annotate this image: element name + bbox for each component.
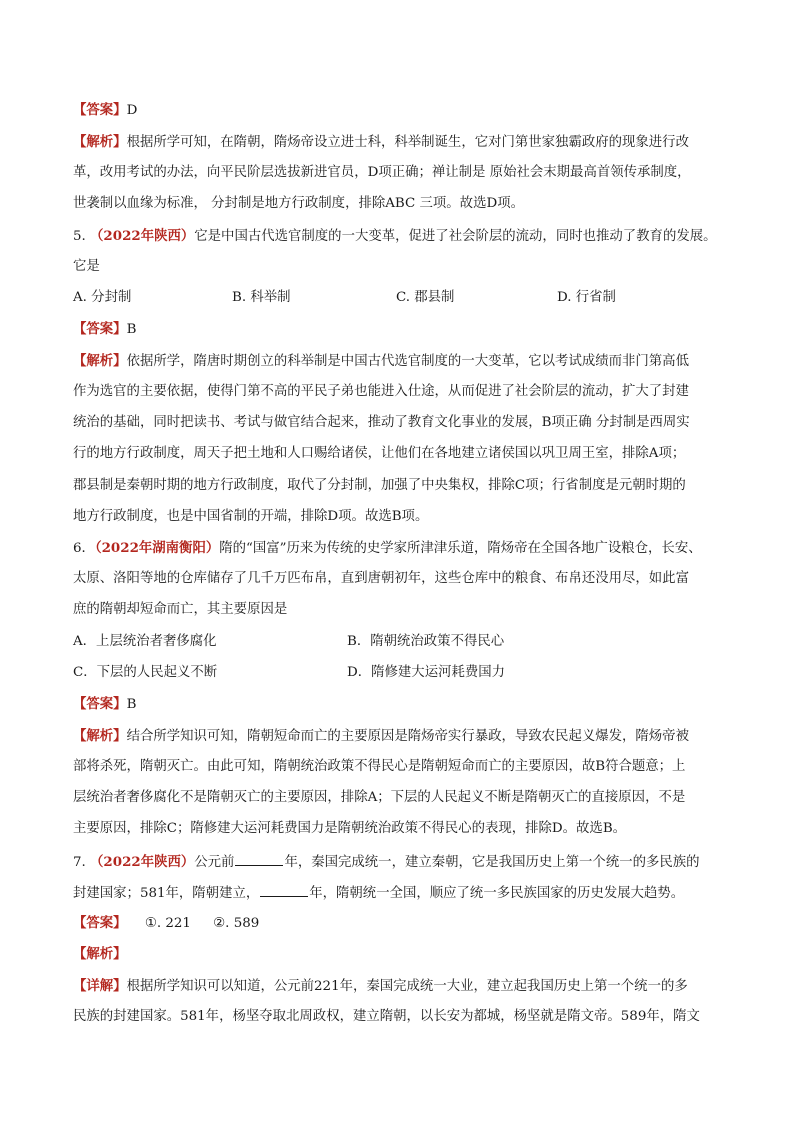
analysis-text: 依据所学，隋唐时期创立的科举制是中国古代选官制度的一大变革，它以考试成绩而非门第高低 bbox=[126, 354, 689, 369]
question-source: （2022年陕西） bbox=[90, 228, 195, 244]
question-text: 庶的隋朝却短命而亡，其主要原因是 bbox=[73, 602, 288, 617]
question-text: 隋的“国富”历来为传统的史学家所津津乐道，隋炀帝在全国各地广设粮仓，长安、 bbox=[219, 541, 702, 556]
question-text: 封建国家；581年，隋朝建立， bbox=[73, 886, 260, 901]
question-text: 年，秦国完成统一，建立秦朝，它是我国历史上第一个统一的多民族的 bbox=[284, 855, 700, 870]
analysis-label: 【解析】 bbox=[73, 728, 127, 744]
question-text: 它是中国古代选官制度的一大变革，促进了社会阶层的流动，同时也推动了教育的发展。 bbox=[194, 229, 717, 244]
analysis-text: 结合所学知识可知，隋朝短命而亡的主要原因是隋炀帝实行暴政，导致农民起义爆发，隋炀帝被 bbox=[126, 729, 689, 744]
detail-label: 【详解】 bbox=[73, 978, 127, 994]
analysis-label: 【解析】 bbox=[73, 134, 127, 150]
detail-text: 根据所学知识可以知道，公元前221年，秦国完成统一大业，建立起我国历史上第一个统一的多 bbox=[126, 979, 688, 994]
question-number: 5. bbox=[73, 229, 86, 244]
question-text: 它是 bbox=[73, 259, 100, 274]
analysis-text: 根据所学可知，在隋朝，隋炀帝设立进士科，科举制诞生，它对门第世家独霸政府的现象进行改 bbox=[126, 135, 689, 150]
answer-blank bbox=[235, 852, 283, 866]
option-d: D. 行省制 bbox=[557, 290, 616, 305]
answer-value: B bbox=[126, 697, 137, 712]
answer-label: 【答案】 bbox=[73, 102, 127, 118]
option-c: C．下层的人民起义不断 bbox=[73, 665, 218, 680]
option-b: B. 科举制 bbox=[232, 290, 291, 305]
analysis-line bbox=[73, 133, 723, 152]
answer-label: 【答案】 bbox=[73, 696, 127, 712]
answer-line bbox=[73, 914, 723, 933]
analysis-label-line bbox=[73, 945, 723, 964]
answer-line bbox=[73, 101, 723, 120]
analysis-line bbox=[73, 352, 723, 371]
answer-value: ②. 589 bbox=[213, 916, 260, 931]
option-a: A. 分封制 bbox=[73, 290, 132, 305]
answer-line bbox=[73, 320, 723, 339]
analysis-text: 作为选官的主要依据，使得门第不高的平民子弟也能进入仕途，从而促进了社会阶层的流动，扩大了封建 bbox=[73, 384, 689, 399]
analysis-text: 世袭制以血缘为标准， 分封制是地方行政制度，排除ABC 三项。故选D项。 bbox=[73, 196, 524, 211]
analysis-text: 统治的基础，同时把读书、考试与做官结合起来，推动了教育文化事业的发展，B项正确 分封制是西周实 bbox=[73, 415, 690, 430]
analysis-text: 主要原因，排除C；隋修建大运河耗费国力是隋朝统治政策不得民心的表现，排除D。故选B。 bbox=[73, 821, 627, 836]
answer-line bbox=[73, 695, 723, 714]
analysis-text: 地方行政制度，也是中国省制的开端，排除D项。故选B项。 bbox=[73, 509, 429, 524]
option-c: C. 郡县制 bbox=[396, 290, 455, 305]
analysis-text: 部将杀死，隋朝灭亡。由此可知，隋朝统治政策不得民心是隋朝短命而亡的主要原因，故B符合题意；上 bbox=[73, 759, 686, 774]
option-b: B．隋朝统治政策不得民心 bbox=[347, 634, 505, 649]
question-text-line bbox=[73, 883, 723, 903]
answer-value: ①. 221 bbox=[144, 916, 191, 931]
question-stem bbox=[73, 227, 723, 246]
question-stem bbox=[73, 539, 723, 558]
detail-text: 民族的封建国家。581年，杨坚夺取北周政权，建立隋朝，以长安为都城，杨坚就是隋文帝。589年，隋文 bbox=[73, 1009, 700, 1024]
question-number: 7. bbox=[73, 855, 86, 870]
answer-label: 【答案】 bbox=[73, 915, 127, 931]
question-number: 6． bbox=[73, 541, 95, 556]
analysis-text: 层统治者奢侈腐化不是隋朝灭亡的主要原因，排除A；下层的人民起义不断是隋朝灭亡的直接原因，不是 bbox=[73, 790, 686, 805]
option-a: A．上层统治者奢侈腐化 bbox=[73, 634, 217, 649]
detail-line bbox=[73, 977, 723, 996]
question-stem bbox=[73, 852, 723, 872]
analysis-text: 郡县制是秦朝时期的地方行政制度，取代了分封制，加强了中央集权，排除C项；行省制度是元朝时期的 bbox=[73, 478, 686, 493]
analysis-text: 革，改用考试的办法，向平民阶层选拔新进官员，D项正确；禅让制是 原始社会末期最高首领传承制度， bbox=[73, 165, 691, 180]
answer-value: B bbox=[126, 322, 137, 337]
answer-label: 【答案】 bbox=[73, 321, 127, 337]
question-text: 公元前 bbox=[194, 855, 235, 870]
answer-blank bbox=[260, 883, 308, 897]
question-text: 年，隋朝统一全国，顺应了统一多民族国家的历史发展大趋势。 bbox=[309, 886, 685, 901]
analysis-text: 行的地方行政制度，周天子把土地和人口赐给诸侯，让他们在各地建立诸侯国以巩卫周王室，排除A项； bbox=[73, 446, 686, 461]
answer-value: D bbox=[126, 103, 138, 118]
question-source: （2022年湖南衡阳） bbox=[94, 540, 220, 556]
analysis-line bbox=[73, 727, 723, 746]
question-text: 太原、洛阳等地的仓库储存了几千万匹布帛，直到唐朝初年，这些仓库中的粮食、布帛还没用尽，如此富 bbox=[73, 571, 689, 586]
option-d: D．隋修建大运河耗费国力 bbox=[347, 665, 506, 680]
question-source: （2022年陕西） bbox=[90, 854, 195, 870]
analysis-label: 【解析】 bbox=[73, 353, 127, 369]
analysis-label: 【解析】 bbox=[73, 946, 127, 962]
